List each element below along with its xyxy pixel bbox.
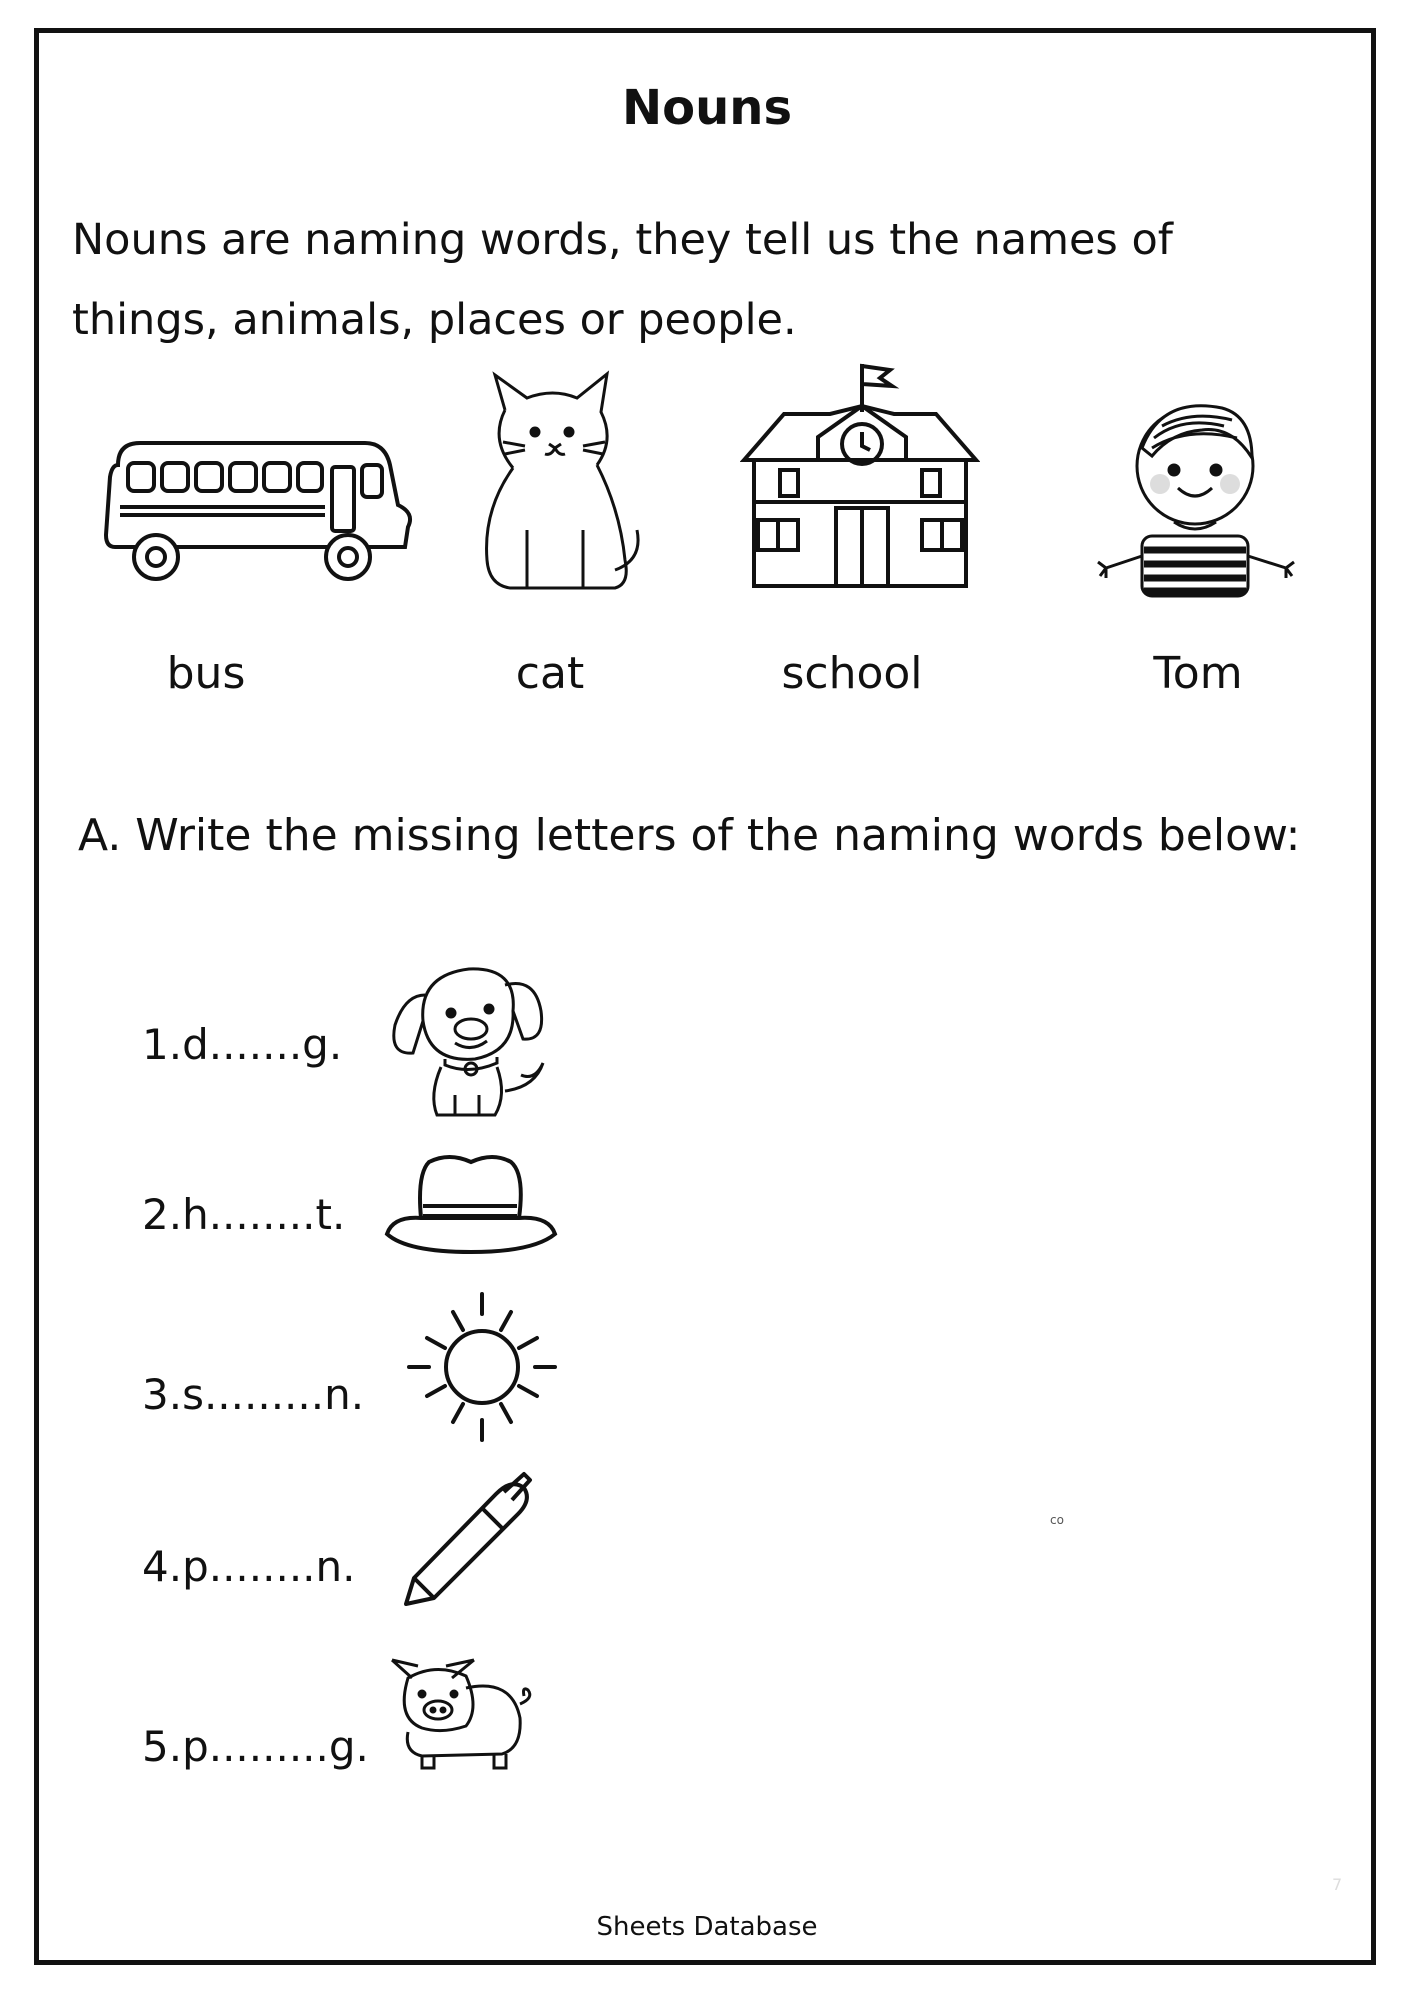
exercise-instruction: A. Write the missing letters of the naming words below: [78,810,1301,861]
cat-icon [465,370,645,600]
pig-icon [382,1648,537,1773]
page-number: 7 [1332,1875,1343,1894]
caption-cat: cat [515,648,585,699]
stray-mark: co [1050,1513,1064,1527]
exercise-item-2: 2.h........t. [142,1190,346,1239]
caption-tom: Tom [1153,648,1243,699]
page-title: Nouns [621,80,793,136]
exercise-item-3: 3.s.........n. [142,1370,365,1419]
boy-icon [1092,386,1302,606]
sun-icon [405,1290,560,1445]
hat-icon [383,1150,558,1260]
dog-icon [385,955,555,1125]
caption-school: school [781,648,923,699]
exercise-item-4: 4.p........n. [142,1542,356,1591]
school-icon [740,362,980,592]
exercise-item-5: 5.p.........g. [142,1722,369,1771]
intro-line-1: Nouns are naming words, they tell us the names of [72,215,1173,265]
pen-icon [400,1470,535,1610]
intro-line-2: things, animals, places or people. [72,295,797,345]
footer-text: Sheets Database [596,1912,818,1942]
caption-bus: bus [166,648,246,699]
exercise-item-1: 1.d.......g. [142,1020,343,1069]
bus-icon [100,435,415,595]
intro-paragraph [72,200,1322,360]
